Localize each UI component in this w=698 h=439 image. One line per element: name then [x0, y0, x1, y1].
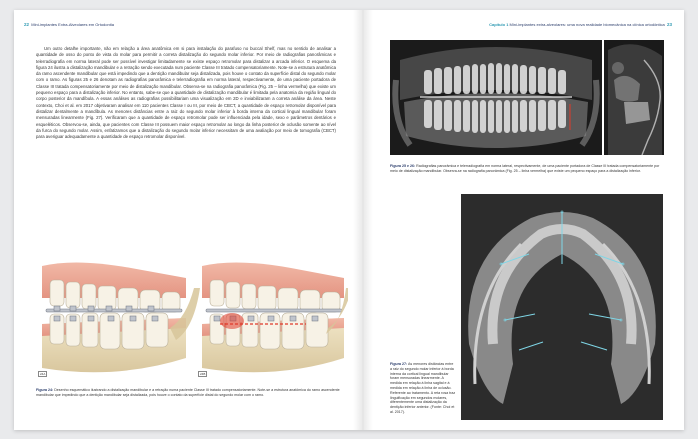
- figure-24-caption-label: Figura 24:: [36, 388, 54, 392]
- chapter-label: Capítulo 1: [489, 22, 509, 27]
- lateral-cephalogram: [604, 40, 664, 155]
- panoramic-radiograph-drawing: [390, 40, 602, 155]
- figure-24-caption-text: Desenho esquemático ilustrando a distalização mandibular e a retração numa paciente Classe III tratado compensatoriamente. Note-se a estrutura anatômica do ramo ascendente mandibular que impedindo que a dentição mandibular seja distalizada, pois houve o contato da superfície distal do segundo molar com o ramo.: [36, 388, 340, 397]
- figure-27-caption-text: As menores distâncias entre a raiz do segundo molar inferior à borda interna da cortical lingual mandibular foram mensuradas linearmente. A medida em relação à linha sagital e à medida em relação à linha de oclusão. Referente ao tratamento. A reta rosa traz linguificação em segundos molares, diferentemente uma distalização da dentição inferior anterior. (Fonte: Choi et al. 2017).: [390, 362, 456, 414]
- figure-25-26-caption-text: Radiografias panorâmica e telerradiografia em norma lateral, respectivamente, de uma paciente portadora de Classe III tratada compensatoriamente por meio de distalização mandibular. Observa-se na radiografia panorâmica (Fig. 25 – linha vermelha) que existe um pequeno espaço para a distalização inferior.: [390, 164, 660, 173]
- left-running-head: [24, 22, 114, 27]
- figure-25-26-caption-label: Figura 25 e 26:: [390, 164, 416, 168]
- left-page: [14, 10, 363, 430]
- figure-27-caption-label: Figura 27:: [390, 362, 408, 366]
- body-paragraph: Um outro detalhe importante, não em relação a área anatômica em si para instalação do parafuso no buccal Shelf, mas no sentido de analisar a quantidade de osso do ponto de vista do molar para permitir a correta distalização do segundo molar inferior. Por meio de radiografias panorâmicas e telerradiografia em norma lateral pode ser possível investigar limitadamente se existe espaço retromolar para distalizar a arcada inferior. O esquema da figura 24 ilustra a distalização mandibular e a retração sendo executada num paciente Classe III tratado compensatoriamente. Note-se a estrutura anatômica da ramo ascendente mandibular que está impedindo que a dentição mandibular seja distalizada, pois houve o contato da superfície distal do segundo molar com o ramo. As figuras 25 e 26 denotam as radiografias panorâmica e telerradiografia em norma lateral, respectivamente, de uma paciente portadora de Classe III tratada compensatoriamente por meio de distalização mandibular. Observa-se na radiografia panorâmica (Fig. 25 – linha vermelha) que existe um pequeno espaço para a distalização inferior. No entanto, sabe-se que a quantidade de distalização mandibular é limitada pela anatomia da região lingual do corpo posterior da mandíbula. A essas análises as radiografias possibilitariam uma visualização em 2D e inviabilizaram a correta análise da área. Neste contexto, Choi et al. em 2017 objetivaram analisar em 110 pacientes Classe I ou III, por meio de CBCT, a quantidade de espaço retromolar disponível para distalizar dentalmente a mandíbula. As menores distâncias entre a raiz do segundo molar inferior à borda interna da cortical lingual mandibular foram mensuradas linearmente (Fig. 27). Verificaram que a quantidade de espaço retromolar pode ser influenciada pela idade, sexo e parâmetros dentários e esqueléticos. Observou-se, ainda, que pacientes com Classe III possuem maior espaço retromolar ao longo da linha posterior de oclusão somente ao nível da furca do segundo molar. Assim, enfatizamos que a distalização do segundo molar inferior necessitam de uma avaliação por meio de tomografia (CBCT) para averiguar adequadamente a quantidade de espaço retromolar disponível.: [36, 46, 336, 140]
- left-running-title: Mini-implantes Extra-Alveolares em Ortodontia: [31, 22, 114, 27]
- panel-b-drawing: [202, 262, 348, 372]
- right-page: [363, 10, 684, 430]
- figure-24-caption: [36, 388, 348, 398]
- figure-27-caption: [390, 362, 456, 415]
- figure-25-26-caption: [390, 164, 664, 174]
- right-running-title: Mini-implantes extra-alveolares: uma nova realidade biomecânica na clínica ortodôntica: [509, 22, 665, 27]
- right-running-head: [489, 22, 672, 27]
- figure-tag-24a: 24A: [40, 372, 46, 376]
- book-spread: [14, 10, 684, 430]
- body-text: [36, 46, 336, 140]
- cbct-axial-drawing: [461, 194, 663, 420]
- right-page-number: 23: [666, 22, 672, 27]
- figure-tag-24b: 24B: [200, 372, 206, 376]
- lateral-cephalogram-drawing: [604, 40, 664, 155]
- cbct-axial-image: [461, 194, 663, 420]
- figure-24-illustration: [36, 258, 348, 380]
- left-page-number: 22: [24, 22, 30, 27]
- panel-a-drawing: [42, 262, 200, 372]
- dental-arch-drawing: [36, 258, 348, 380]
- panoramic-radiograph: [390, 40, 602, 155]
